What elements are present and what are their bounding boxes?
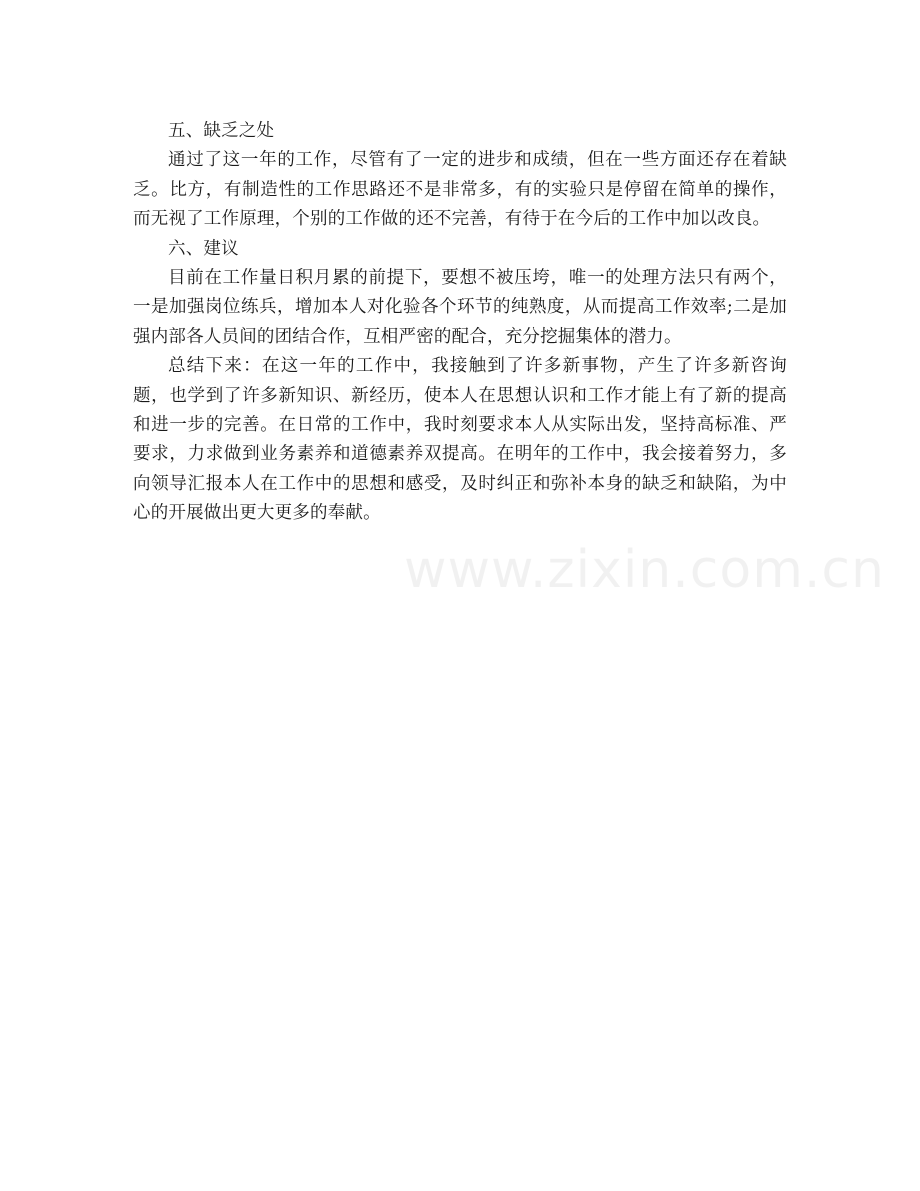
- paragraph-shortcomings: 通过了这一年的工作，尽管有了一定的进步和成绩，但在一些方面还存在着缺乏。比方，有制造性的工作思路还不是非常多，有的实验只是停留在简单的操作，而无视了工作原理，个别的工作做的还不完善，有待于在今后的工作中加以改良。: [133, 150, 787, 230]
- watermark-text: www.zixin.com.cn: [404, 540, 885, 600]
- paragraph-summary: 总结下来：在这一年的工作中，我接触到了许多新事物，产生了许多新咨询题，也学到了许多新知识、新经历，使本人在思想认识和工作才能上有了新的提高和进一步的完善。在日常的工作中，我时刻要求本人从实际出发，坚持高标准、严要求，力求做到业务素养和道德素养双提高。在明年的工作中，我会接着努力，多向领导汇报本人在工作中的思想和感受，及时纠正和弥补本身的缺乏和缺陷，为中心的开展做出更大更多的奉献。: [133, 356, 787, 524]
- paragraph-suggestions: 目前在工作量日积月累的前提下，要想不被压垮，唯一的处理方法只有两个，一是加强岗位练兵，增加本人对化验各个环节的纯熟度，从而提高工作效率;二是加强内部各人员间的团结合作，互相严密的配合，充分挖掘集体的潜力。: [133, 268, 787, 347]
- document-body: [133, 117, 787, 529]
- section-heading-shortcomings: 五、缺乏之处: [168, 121, 275, 141]
- section-heading-suggestions: 六、建议: [168, 238, 239, 259]
